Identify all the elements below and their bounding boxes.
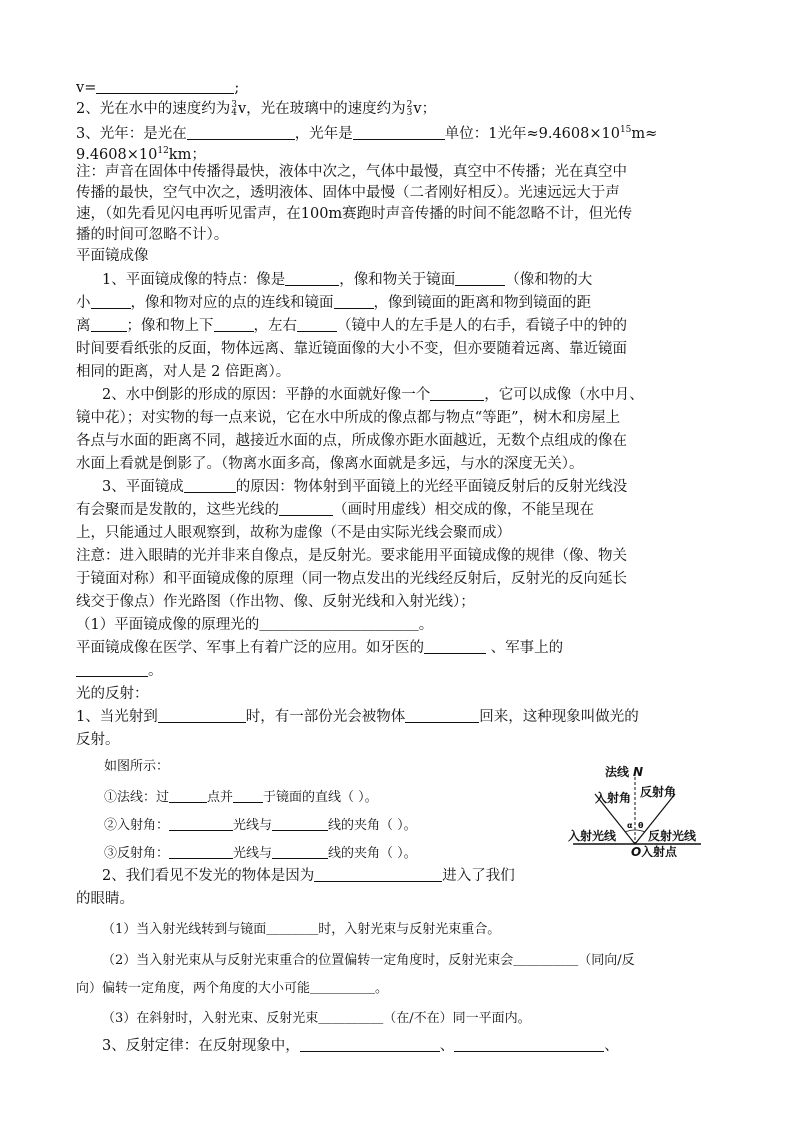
line-incident-angle: ②入射角： 光线与 线的夹角（ ）。 xyxy=(104,818,417,833)
text-line: （2）当入射光束从与反射光束重合的位置偏转一定角度时，反射光束会＿＿＿＿＿（同向/反 xyxy=(102,953,635,968)
alpha-symbol: α xyxy=(627,821,633,830)
answer-blank[interactable] xyxy=(91,293,131,309)
answer-blank[interactable] xyxy=(454,1036,604,1052)
answer-blank[interactable] xyxy=(91,316,127,332)
text-line: 的眼睛。 xyxy=(76,891,134,907)
line-mirror-features-3: 离 ；像和物上下 ，左右 （镜中人的左手是人的右手，看镜子中的钟的 xyxy=(76,318,627,334)
line-virtual-image-2: 有会聚而是发散的，这些光线的 （画时用虚线）相交成的像，不能呈现在 xyxy=(76,502,594,518)
answer-blank[interactable] xyxy=(76,661,148,677)
text-line: 于镜面对称）和平面镜成像的原理（同一物点发出的光线经反射后，反射光的反向延长 xyxy=(76,571,627,587)
line-reflection-angle: ③反射角： 光线与 线的夹角（ ）。 xyxy=(104,846,417,861)
note-line: 播的时间可忽略不计）。 xyxy=(76,227,229,243)
reflection-diagram xyxy=(565,762,705,857)
point-label: 入射点 xyxy=(641,845,678,857)
answer-blank[interactable] xyxy=(158,707,246,723)
reflection-angle-label: 反射角 xyxy=(640,785,677,799)
text: v，光在玻璃中的速度约为 xyxy=(237,101,406,117)
answer-blank[interactable] xyxy=(169,817,233,831)
line-normal: ①法线：过 点并 于镜面的直线（ ）。 xyxy=(104,790,378,805)
text-line: 相同的距离，对人是 2 倍距离）。 xyxy=(76,364,291,380)
angle-arc xyxy=(625,830,645,832)
line-mirror-features-2: 小 ，像和物对应的点的连线和镜面 ，像到镜面的距离和物到镜面的距 xyxy=(76,295,591,311)
line-reflection-law: 3、反射定律：在反射现象中， 、 、 xyxy=(102,1038,619,1054)
text: 2、光在水中的速度约为 xyxy=(76,101,231,117)
note-line: 注：声音在固体中传播得最快，液体中次之，气体中最慢，真空中不传播；光在真空中 xyxy=(76,164,627,180)
answer-blank[interactable] xyxy=(233,789,263,803)
theta-symbol: θ xyxy=(638,821,644,830)
point-letter: O xyxy=(631,845,642,857)
answer-blank[interactable] xyxy=(424,638,486,654)
answer-blank[interactable] xyxy=(279,500,333,516)
text-line: 各点与水面的距离不同，越接近水面的点，所成像亦距水面越近，无数个点组成的像在 xyxy=(76,433,627,449)
fraction-three-quarters: 3 4 xyxy=(231,100,237,118)
answer-blank[interactable] xyxy=(297,316,337,332)
text-line: （3）在斜射时，入射光束、反射光束＿＿＿＿＿（在/不在）同一平面内。 xyxy=(102,1011,531,1026)
line-speed-in-media xyxy=(76,99,436,120)
incident-ray-label: 入射光线 xyxy=(568,829,617,843)
answer-blank[interactable] xyxy=(300,1036,440,1052)
reflected-ray-label: 反射光线 xyxy=(648,829,697,843)
answer-blank[interactable] xyxy=(405,707,479,723)
text-line: 水面上看就是倒影了。（物离水面多高，像离水面就是多远，与水的深度无关）。 xyxy=(76,456,584,472)
answer-blank[interactable] xyxy=(334,293,374,309)
text-line: 上，只能通过人眼观察到，故称为虚像（不是由实际光线会聚而成） xyxy=(76,525,511,541)
line-light-year-km: $9.4608\times 10^{12}km$； xyxy=(76,146,206,163)
answer-blank[interactable] xyxy=(314,866,442,882)
text-line: 镜中花）；对实物的每一点来说，它在水中所成的像点都与物点“等距”，树木和房屋上 xyxy=(76,410,621,426)
text: v； xyxy=(413,101,437,117)
line-applications-2: 。 xyxy=(76,661,163,682)
section-heading-reflection: 光的反射： xyxy=(76,686,149,702)
fraction-two-thirds: 2 3 xyxy=(406,100,413,118)
line-reflection-def: 1、当光射到 时，有一部份光会被物体 回来，这种现象叫做光的 xyxy=(76,709,639,725)
line-see-objects: 2、我们看见不发光的物体是因为 进入了我们 xyxy=(102,868,515,884)
line-applications: 平面镜成像在医学、军事上有着广泛的应用。如牙医的 、军事上的 xyxy=(76,640,564,656)
note-line: 传播的最快，空气中次之，透明液体、固体中最慢（二者刚好相反）。光速远远大于声 xyxy=(76,185,620,201)
answer-blank[interactable] xyxy=(430,385,484,401)
answer-blank[interactable] xyxy=(272,817,328,831)
text-line: 向）偏转一定角度，两个角度的大小可能＿＿＿＿＿。 xyxy=(76,981,389,996)
section-heading-plane-mirror: 平面镜成像 xyxy=(76,248,149,264)
answer-blank[interactable] xyxy=(353,124,445,140)
text-line: 线交于像点）作光路图（作出物、像、反射光线和入射光线）； xyxy=(76,594,475,610)
incident-angle-label: 入射角 xyxy=(595,791,632,805)
text-line: （1）平面镜成像的原理光的＿＿＿＿＿＿＿＿＿＿＿。 xyxy=(76,617,434,633)
text-line: （1）当入射光线转到与镜面＿＿＿＿时，入射光束与反射光束重合。 xyxy=(102,922,501,937)
line-velocity: v= ; xyxy=(76,80,240,96)
answer-blank[interactable] xyxy=(184,477,236,493)
line-light-year: 3、光年：是光在 ，光年是 单位：1光年$\approx 9.4608\times 10^{15}m\approx$ xyxy=(76,125,658,142)
line-mirror-features: 1、平面镜成像的特点：像是 ，像和物关于镜面 （像和物的大 xyxy=(102,272,593,288)
answer-blank[interactable] xyxy=(169,845,233,859)
text-line: 如图所示： xyxy=(104,759,170,774)
answer-blank[interactable] xyxy=(169,789,207,803)
line-virtual-image-cause: 3、平面镜成 的原因：物体射到平面镜上的光经平面镜反射后的反射光线没 xyxy=(102,479,628,495)
note-line: 速，（如先看见闪电再听见雷声，在100m赛跑时声音传播的时间不能忽略不计，但光传 xyxy=(76,206,633,222)
normal-label: 法线 xyxy=(605,765,630,779)
answer-blank[interactable] xyxy=(214,316,254,332)
answer-blank[interactable] xyxy=(455,270,505,286)
text: v= xyxy=(76,80,97,96)
text-line: 反射。 xyxy=(76,732,120,748)
normal-letter: N xyxy=(633,765,644,779)
answer-blank[interactable] xyxy=(96,78,234,94)
answer-blank[interactable] xyxy=(285,270,339,286)
text-line: 注意：进入眼睛的光并非来自像点，是反射光。要求能用平面镜成像的规律（像、物关 xyxy=(76,548,627,564)
line-reflection-cause: 2、水中倒影的形成的原因：平静的水面就好像一个 ，它可以成像（水中月、 xyxy=(102,387,644,403)
text-line: 时间要看纸张的反面，物体远离、靠近镜面像的大小不变，但亦要随着远离、靠近镜面 xyxy=(76,341,627,357)
answer-blank[interactable] xyxy=(187,124,295,140)
answer-blank[interactable] xyxy=(272,845,328,859)
